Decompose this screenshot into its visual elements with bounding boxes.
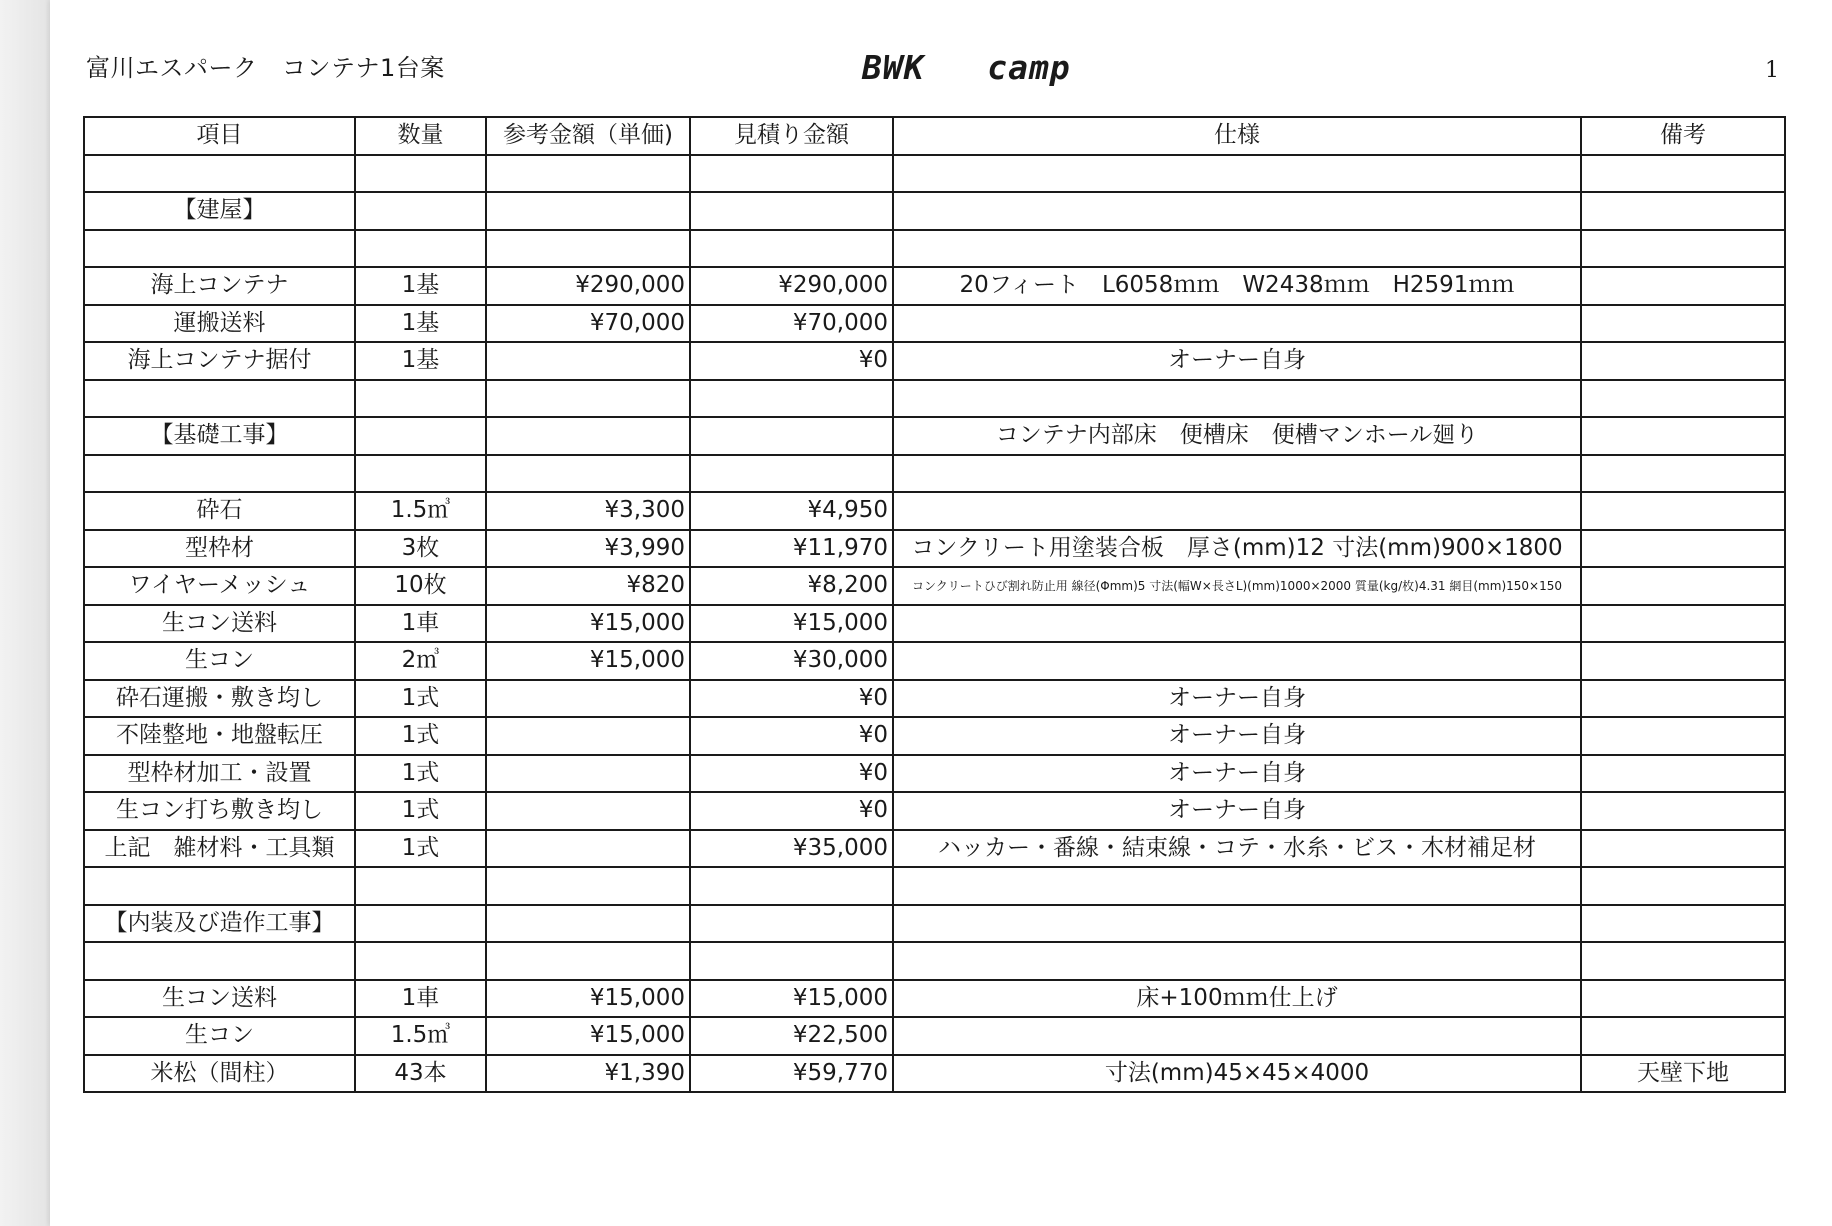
table-row [84,905,1785,943]
cell-item [84,155,355,193]
cell-quantity: 1基 [355,305,486,343]
cell-specification [893,492,1581,530]
cell-specification: 寸法(mm)45×45×4000 [893,1055,1581,1093]
cell-quantity [355,905,486,943]
cell-specification [893,155,1581,193]
header-row [84,117,1785,155]
cell-estimate-amount: ¥0 [690,755,893,793]
cell-quantity: 43本 [355,1055,486,1093]
cell-quantity: 1式 [355,792,486,830]
cell-quantity: 2㎥ [355,642,486,680]
cell-remarks: 天壁下地 [1581,1055,1785,1093]
cell-quantity: 1車 [355,980,486,1018]
cell-estimate-amount [690,380,893,418]
cell-estimate-amount [690,905,893,943]
cell-reference-price: ¥3,300 [486,492,690,530]
cell-remarks [1581,192,1785,230]
cell-reference-price [486,342,690,380]
cell-remarks [1581,717,1785,755]
cell-estimate-amount: ¥35,000 [690,830,893,868]
cell-reference-price [486,905,690,943]
cell-specification [893,642,1581,680]
cell-reference-price: ¥3,990 [486,530,690,568]
cell-specification: オーナー自身 [893,342,1581,380]
cell-remarks [1581,492,1785,530]
cell-reference-price [486,755,690,793]
cell-reference-price: ¥15,000 [486,642,690,680]
cell-reference-price: ¥15,000 [486,1017,690,1055]
table-row [84,230,1785,268]
cell-remarks [1581,155,1785,193]
estimate-table [83,116,1786,1093]
cell-reference-price [486,792,690,830]
cell-specification [893,455,1581,493]
cell-specification: コンクリート用塗装合板 厚さ(mm)12 寸法(mm)900×1800 [893,530,1581,568]
cell-remarks [1581,792,1785,830]
cell-item: 生コン [84,642,355,680]
cell-remarks [1581,830,1785,868]
cell-estimate-amount: ¥0 [690,717,893,755]
cell-specification [893,192,1581,230]
cell-item: 【建屋】 [84,192,355,230]
table-row [84,830,1785,868]
cell-item: 型枠材加工・設置 [84,755,355,793]
cell-estimate-amount [690,417,893,455]
cell-reference-price: ¥15,000 [486,980,690,1018]
cell-quantity [355,230,486,268]
cell-quantity: 1車 [355,605,486,643]
cell-remarks [1581,680,1785,718]
table-row [84,155,1785,193]
cell-estimate-amount: ¥70,000 [690,305,893,343]
cell-quantity [355,455,486,493]
cell-quantity: 1基 [355,267,486,305]
table-row [84,192,1785,230]
cell-estimate-amount: ¥8,200 [690,567,893,605]
table-row [84,717,1785,755]
page-number: 1 [1765,58,1779,83]
cell-reference-price [486,942,690,980]
cell-remarks [1581,530,1785,568]
cell-specification [893,230,1581,268]
cell-quantity: 3枚 [355,530,486,568]
cell-reference-price [486,155,690,193]
cell-remarks [1581,342,1785,380]
table-row [84,492,1785,530]
table-row [84,755,1785,793]
cell-estimate-amount [690,192,893,230]
cell-item: 米松（間柱） [84,1055,355,1093]
cell-remarks [1581,567,1785,605]
cell-quantity [355,380,486,418]
cell-item: 型枠材 [84,530,355,568]
cell-quantity [355,942,486,980]
cell-estimate-amount [690,155,893,193]
cell-quantity: 1.5㎥ [355,492,486,530]
cell-reference-price [486,867,690,905]
cell-estimate-amount: ¥59,770 [690,1055,893,1093]
cell-estimate-amount: ¥0 [690,792,893,830]
cell-specification [893,605,1581,643]
cell-remarks [1581,905,1785,943]
table-row [84,567,1785,605]
cell-specification [893,905,1581,943]
header-estimate-amount: 見積り金額 [690,117,893,155]
table-row [84,942,1785,980]
document-page [50,0,1832,1226]
cell-reference-price: ¥70,000 [486,305,690,343]
cell-specification: 床+100ｍｍ仕上げ [893,980,1581,1018]
cell-item [84,867,355,905]
cell-quantity: 10枚 [355,567,486,605]
cell-remarks [1581,267,1785,305]
cell-reference-price: ¥820 [486,567,690,605]
cell-specification: ハッカー・番線・結束線・コテ・水糸・ビス・木材補足材 [893,830,1581,868]
cell-reference-price [486,830,690,868]
cell-quantity: 1式 [355,830,486,868]
cell-item [84,230,355,268]
cell-specification: オーナー自身 [893,755,1581,793]
cell-item: 【基礎工事】 [84,417,355,455]
header-remarks: 備考 [1581,117,1785,155]
cell-estimate-amount: ¥4,950 [690,492,893,530]
cell-remarks [1581,230,1785,268]
table-row [84,267,1785,305]
cell-quantity [355,417,486,455]
table-row [84,642,1785,680]
cell-specification: オーナー自身 [893,680,1581,718]
cell-estimate-amount [690,230,893,268]
cell-reference-price [486,230,690,268]
cell-remarks [1581,942,1785,980]
cell-quantity [355,155,486,193]
cell-specification: オーナー自身 [893,792,1581,830]
table-row [84,792,1785,830]
header-reference-price: 参考金額（単価) [486,117,690,155]
table-row [84,305,1785,343]
cell-specification: オーナー自身 [893,717,1581,755]
cell-reference-price: ¥1,390 [486,1055,690,1093]
table-body [84,155,1785,1093]
cell-item: 海上コンテナ据付 [84,342,355,380]
cell-estimate-amount: ¥22,500 [690,1017,893,1055]
cell-remarks [1581,980,1785,1018]
cell-estimate-amount [690,942,893,980]
cell-reference-price [486,192,690,230]
table-row [84,867,1785,905]
company-name: BWK camp [862,48,1071,87]
cell-quantity [355,192,486,230]
cell-estimate-amount [690,867,893,905]
cell-item [84,380,355,418]
cell-item: 【内装及び造作工事】 [84,905,355,943]
header-item: 項目 [84,117,355,155]
cell-item: 上記 雑材料・工具類 [84,830,355,868]
cell-specification: 20フィート L6058ｍｍ W2438ｍｍ H2591ｍｍ [893,267,1581,305]
cell-item: 生コン送料 [84,605,355,643]
table-row [84,342,1785,380]
cell-item: 不陸整地・地盤転圧 [84,717,355,755]
cell-specification [893,867,1581,905]
cell-item: 生コン打ち敷き均し [84,792,355,830]
cell-remarks [1581,1017,1785,1055]
cell-estimate-amount [690,455,893,493]
table-row [84,680,1785,718]
cell-item: 海上コンテナ [84,267,355,305]
cell-item [84,455,355,493]
cell-reference-price [486,417,690,455]
cell-quantity: 1式 [355,717,486,755]
document-title: 富川エスパーク コンテナ1台案 [86,54,445,82]
cell-reference-price [486,680,690,718]
header-quantity: 数量 [355,117,486,155]
cell-item: 砕石 [84,492,355,530]
cell-item: 生コン送料 [84,980,355,1018]
table-row [84,455,1785,493]
cell-specification [893,1017,1581,1055]
cell-quantity: 1式 [355,755,486,793]
cell-specification: コンクリートひび割れ防止用 線径(Φmm)5 寸法(幅W×長さL)(mm)1000×2000 質量(kg/枚)4.31 網目(mm)150×150 [893,567,1581,605]
cell-remarks [1581,642,1785,680]
cell-reference-price: ¥290,000 [486,267,690,305]
table-row [84,530,1785,568]
cell-estimate-amount: ¥30,000 [690,642,893,680]
cell-remarks [1581,455,1785,493]
cell-quantity: 1.5㎥ [355,1017,486,1055]
cell-remarks [1581,867,1785,905]
cell-reference-price [486,717,690,755]
cell-quantity: 1基 [355,342,486,380]
cell-remarks [1581,605,1785,643]
cell-estimate-amount: ¥11,970 [690,530,893,568]
cell-item [84,942,355,980]
cell-item: 生コン [84,1017,355,1055]
cell-specification: コンテナ内部床 便槽床 便槽マンホール廻り [893,417,1581,455]
table-row [84,380,1785,418]
table-row [84,605,1785,643]
cell-reference-price [486,380,690,418]
cell-estimate-amount: ¥0 [690,680,893,718]
cell-estimate-amount: ¥290,000 [690,267,893,305]
cell-specification [893,942,1581,980]
table-row [84,1055,1785,1093]
cell-remarks [1581,305,1785,343]
cell-item: 運搬送料 [84,305,355,343]
cell-remarks [1581,417,1785,455]
cell-specification [893,305,1581,343]
viewer-margin [0,0,50,1226]
table-row [84,417,1785,455]
table-row [84,980,1785,1018]
cell-estimate-amount: ¥15,000 [690,605,893,643]
cell-reference-price: ¥15,000 [486,605,690,643]
cell-estimate-amount: ¥0 [690,342,893,380]
cell-item: 砕石運搬・敷き均し [84,680,355,718]
cell-estimate-amount: ¥15,000 [690,980,893,1018]
cell-item: ワイヤーメッシュ [84,567,355,605]
cell-quantity [355,867,486,905]
cell-remarks [1581,380,1785,418]
cell-specification [893,380,1581,418]
cell-remarks [1581,755,1785,793]
cell-reference-price [486,455,690,493]
table-row [84,1017,1785,1055]
header-specification: 仕様 [893,117,1581,155]
cell-quantity: 1式 [355,680,486,718]
